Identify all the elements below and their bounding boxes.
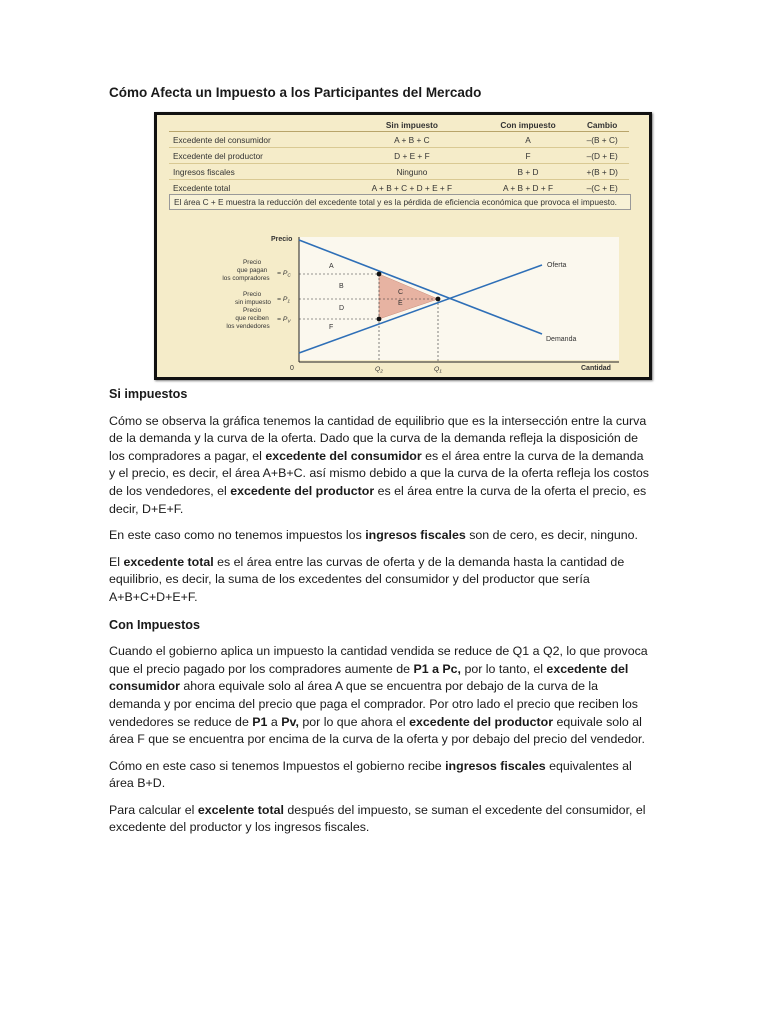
text-run: Para calcular el [109, 802, 198, 817]
point-pc-q2 [377, 272, 382, 277]
cell-con: B + D [481, 164, 576, 180]
pc-label [222, 259, 269, 282]
cell-cambio: –(B + C) [575, 132, 629, 148]
text-run: es el área entre las curvas de oferta y de la demanda hasta la cantidad de equilibrio, es decir, la suma de los excedentes del consumidor y del productor que sería A+B+C+D+E+F. [109, 554, 625, 604]
bold-run: excedente total [123, 554, 214, 569]
x-axis-title: Cantidad [581, 365, 611, 372]
q1-symbol-main: Q [434, 366, 440, 373]
paragraph-sin-impuestos-3 [109, 554, 649, 607]
paragraph-con-impuestos-2 [109, 758, 649, 793]
pv-symbol [277, 316, 291, 325]
cell-sin: D + E + F [343, 148, 481, 164]
bold-run: P1 [252, 714, 268, 729]
pc-symbol-main: = P [277, 270, 288, 277]
pc-label-line: Precio [243, 259, 262, 266]
pv-label-line: Precio [243, 307, 262, 314]
text-run: a [267, 714, 282, 729]
table-row [169, 132, 629, 148]
row-label: Excedente del consumidor [169, 132, 343, 148]
bold-run: excedente del productor [409, 714, 554, 729]
table-header-row [169, 119, 629, 132]
q1-symbol-sub: 1 [439, 369, 442, 375]
demand-label: Demanda [546, 336, 577, 343]
paragraph-con-impuestos-3 [109, 802, 649, 837]
area-label-d: D [339, 305, 345, 312]
supply-label: Oferta [547, 262, 567, 269]
paragraph-sin-impuestos-2 [109, 527, 649, 545]
p1-label-line: Precio [243, 291, 262, 298]
text-run: es el área entre la curva de la demanda y el precio, es decir, el área A+B+C. así mismo debido a que la curva de la oferta refleja los costos de los vendedores, el [109, 448, 649, 498]
figure-note: El área C + E muestra la reducción del excedente total y es la pérdida de eficiencia económica que provoca el impuesto. [169, 194, 631, 210]
bold-run: excedente del productor [230, 483, 375, 498]
row-label: Excedente del productor [169, 148, 343, 164]
paragraph-con-impuestos-1 [109, 643, 649, 749]
text-run: son de cero, es decir, ninguno. [465, 528, 638, 543]
text-run: después del impuesto, se suman el excedente del consumidor, el excedente del productor y los ingresos fiscales. [109, 802, 646, 835]
pv-label [226, 307, 270, 330]
bold-run: ingresos fiscales [365, 528, 466, 543]
page-title: Cómo Afecta un Impuesto a los Participantes del Mercado [109, 85, 482, 100]
q1-symbol [434, 366, 442, 375]
table-header-con: Con impuesto [481, 119, 576, 132]
text-run: Cómo se observa la gráfica tenemos la cantidad de equilibrio que es la intersección entre la curva de la demanda y la curva de la oferta. Dado que la curva de la demanda refleja la disposición de los compradores a pagar, el [109, 413, 647, 463]
text-run: equivale solo al área F que se encuentra por encima de la curva de la oferta y por debajo del precio del vendedor. [109, 714, 645, 747]
pc-label-line: que pagan [237, 267, 268, 274]
cell-cambio: –(C + E) [575, 180, 629, 196]
q2-symbol-main: Q [375, 366, 381, 373]
cell-con: A + B + D + F [481, 180, 576, 196]
table-header-empty [169, 119, 343, 132]
text-run: Cuando el gobierno aplica un impuesto la cantidad vendida se reduce de Q1 a Q2, lo que provoca que el precio pagado por los compradores aumente de [109, 644, 648, 676]
p1-label-line: sin impuesto [235, 299, 271, 306]
text-run: por lo tanto, el [461, 661, 547, 676]
q2-symbol [375, 366, 383, 375]
pv-symbol-main: = P [277, 316, 288, 323]
text-run: es el área entre la curva de la oferta el precio, es decir, D+E+F. [109, 483, 647, 516]
point-pv-q2 [377, 317, 382, 322]
bold-run: excedente del consumidor [109, 661, 629, 694]
cell-sin: A + B + C + D + E + F [343, 180, 481, 196]
area-label-b: B [339, 283, 344, 290]
origin-label: 0 [290, 365, 294, 372]
table-header-cambio: Cambio [575, 119, 629, 132]
area-label-c: C [398, 289, 404, 296]
area-label-e: E [398, 300, 403, 307]
table-header-sin: Sin impuesto [343, 119, 481, 132]
bold-run: excelente total [197, 802, 284, 817]
table-row [169, 148, 629, 164]
cell-con: A [481, 132, 576, 148]
section-title-con-impuestos: Con Impuestos [109, 617, 200, 632]
p1-symbol [277, 296, 290, 305]
cell-sin: A + B + C [343, 132, 481, 148]
text-run: ahora equivale solo al área A que se encuentra por debajo de la curva de la demanda y por encima del precio que paga el comprador. Por otro lado el precio que reciben los vendedores se reduce de [109, 679, 638, 729]
cell-cambio: –(D + E) [575, 148, 629, 164]
paragraph-sin-impuestos-1 [109, 413, 649, 519]
surplus-table [169, 119, 629, 196]
text-run: En este caso como no tenemos impuestos los [109, 528, 366, 543]
row-label: Excedente total [169, 180, 343, 196]
p1-symbol-main: = P [277, 296, 288, 303]
pv-symbol-sub: V [287, 319, 291, 325]
point-p1-q1 [436, 297, 441, 302]
p1-symbol-sub: 1 [287, 299, 291, 305]
bold-run: P1 a Pc, [413, 661, 461, 676]
pc-label-line: los compradores [222, 275, 270, 282]
bold-run: Pv, [281, 714, 299, 729]
section-title-sin-impuestos: Si impuestos [109, 387, 188, 401]
cell-cambio: +(B + D) [575, 164, 629, 180]
area-label-f: F [329, 324, 334, 331]
bold-run: excedente del consumidor [265, 448, 422, 463]
tax-effects-figure [154, 112, 652, 380]
text-run: Cómo en este caso si tenemos Impuestos el gobierno recibe [109, 758, 446, 773]
document-body [109, 386, 649, 846]
text-run: por lo que ahora el [298, 714, 410, 729]
area-label-a: A [329, 263, 334, 270]
cell-con: F [481, 148, 576, 164]
pv-label-line: los vendedores [226, 323, 270, 330]
pc-symbol [277, 270, 291, 279]
q2-symbol-sub: 2 [380, 369, 383, 375]
row-label: Ingresos fiscales [169, 164, 343, 180]
p1-label [235, 291, 271, 306]
pc-symbol-sub: C [287, 273, 291, 279]
y-axis-title: Precio [271, 236, 293, 243]
pv-label-line: que reciben [235, 315, 269, 322]
cell-sin: Ninguno [343, 164, 481, 180]
text-run: El [109, 554, 124, 569]
table-row [169, 164, 629, 180]
bold-run: ingresos fiscales [445, 758, 546, 773]
text-run: equivalentes al área B+D. [109, 758, 632, 791]
supply-demand-graph [157, 235, 649, 377]
